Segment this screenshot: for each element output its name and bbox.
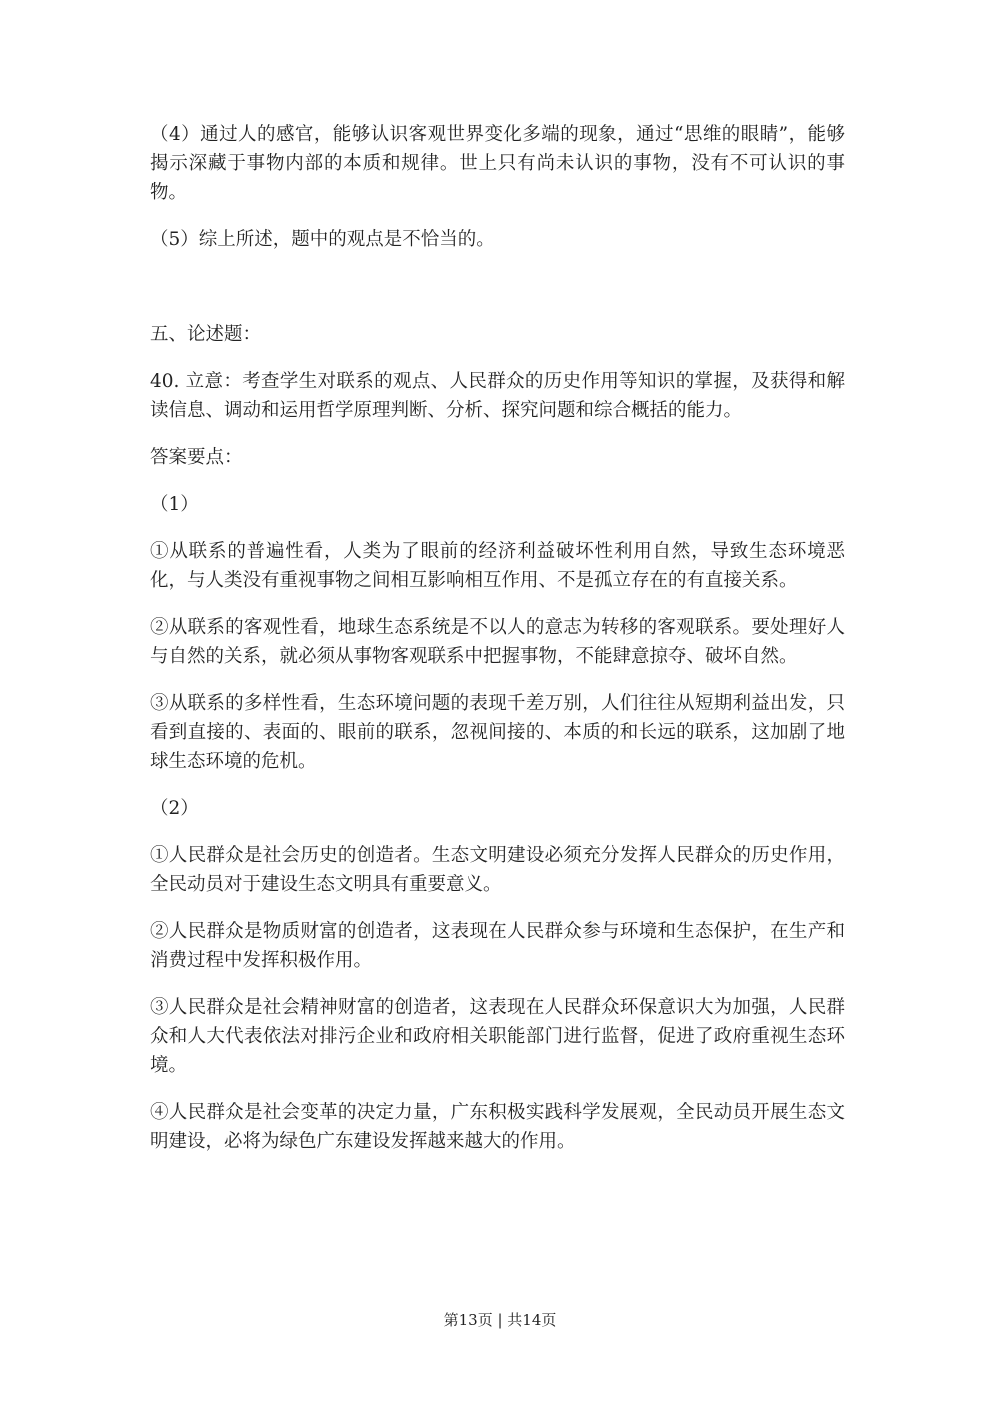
part-2-item: ①人民群众是社会历史的创造者。生态文明建设必须充分发挥人民群众的历史作用，全民动员对于建设生态文明具有重要意义。 [150, 845, 845, 895]
document-body [150, 120, 845, 1174]
page-footer [0, 1309, 1000, 1330]
part-1-item: ②从联系的客观性看，地球生态系统是不以人的意志为转移的客观联系。要处理好人与自然的关系，就必须从事物客观联系中把握事物，不能肆意掠夺、破坏自然。 [150, 617, 845, 667]
part-2-item: ②人民群众是物质财富的创造者，这表现在人民群众参与环境和生态保护，在生产和消费过程中发挥积极作用。 [150, 921, 845, 971]
paragraph-point-5: （5）综上所述，题中的观点是不恰当的。 [150, 229, 495, 250]
part-2-label: （2） [150, 798, 199, 819]
section-title: 五、论述题： [150, 324, 262, 345]
part-1-label: （1） [150, 494, 199, 515]
paragraph-point-4: （4）通过人的感官，能够认识客观世界变化多端的现象，通过“思维的眼睛”，能够揭示深藏于事物内部的本质和规律。世上只有尚未认识的事物，没有不可认识的事物。 [150, 124, 845, 203]
part-2-item: ④人民群众是社会变革的决定力量，广东积极实践科学发展观，全民动员开展生态文明建设，必将为绿色广东建设发挥越来越大的作用。 [150, 1102, 845, 1152]
part-2-item: ③人民群众是社会精神财富的创造者，这表现在人民群众环保意识大为加强，人民群众和人大代表依法对排污企业和政府相关职能部门进行监督，促进了政府重视生态环境。 [150, 997, 845, 1076]
page-number: 第13页 | 共14页 [443, 1311, 557, 1329]
section-spacer [150, 272, 845, 320]
answer-heading: 答案要点： [150, 447, 243, 468]
part-1-item: ③从联系的多样性看，生态环境问题的表现千差万别，人们往往从短期利益出发，只看到直接的、表面的、眼前的联系，忽视间接的、本质的和长远的联系，这加剧了地球生态环境的危机。 [150, 693, 845, 772]
question-40: 40. 立意：考查学生对联系的观点、人民群众的历史作用等知识的掌握，及获得和解读信息、调动和运用哲学原理判断、分析、探究问题和综合概括的能力。 [150, 371, 845, 421]
part-1-item: ①从联系的普遍性看，人类为了眼前的经济利益破坏性利用自然，导致生态环境恶化，与人类没有重视事物之间相互影响相互作用、不是孤立存在的有直接关系。 [150, 541, 845, 591]
